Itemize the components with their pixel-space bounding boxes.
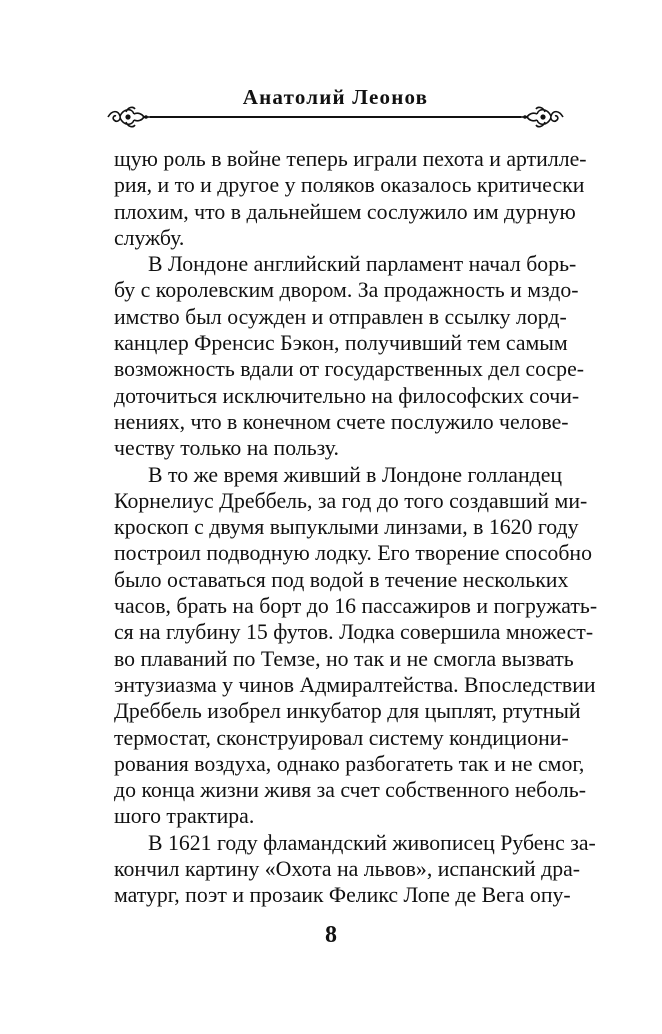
page-number: 8 [325,922,337,948]
floral-ornament-icon [519,104,565,130]
text-line: честву только на пользу. [114,436,339,461]
text-line: плохим, что в дальнейшем сослужило им дурную [114,199,576,224]
text-line: рования воздуха, однако разбогатеть так и не смог, [114,751,585,776]
text-line: рия, и то и другое у поляков оказалось критически [114,173,585,198]
text-line: термостат, сконструировал систему кондициони- [114,725,569,750]
text-line: доточиться исключительно на философских сочи- [114,383,580,408]
text-line: шого трактира. [114,804,255,829]
text-line: было оставаться под водой в течение нескольких [114,567,569,592]
text-line: до конца жизни живя за счет собственного неболь- [114,778,586,803]
text-line: энтузиазма у чинов Адмиралтейства. Впоследствии [114,672,596,697]
paragraph [114,251,585,461]
text-line: Дреббель изобрел инкубатор для цыплят, ртутный [114,699,581,724]
paragraph [114,830,596,909]
running-header [112,84,559,134]
text-line: щую роль в войне теперь играли пехота и артилле- [114,147,587,171]
text-line: Корнелиус Дреббель, за год до того создавший ми- [114,488,588,513]
paragraph [114,462,598,830]
text-line: нениях, что в конечном счете послужило челове- [114,409,569,434]
floral-ornament-icon [106,104,152,130]
text-line: ся на глубину 15 футов. Лодка совершила множест- [114,620,594,645]
text-line: кончил картину «Охота на львов», испанский дра- [114,857,581,882]
body-text [114,146,598,909]
text-line: канцлер Френсис Бэкон, получивший тем самым [114,331,568,356]
text-line: матург, поэт и прозаик Феликс Лопе де Вега опу- [114,883,571,908]
text-line: В 1621 году фламандский живописец Рубенс за- [148,830,596,855]
text-line: кроскоп с двумя выпуклыми линзами, в 1620 году [114,515,579,540]
text-line: возможность вдали от государственных дел сосре- [114,357,585,382]
text-line: во плаваний по Темзе, но так и не смогла вызвать [114,646,574,671]
text-line: имство был осужден и отправлен в ссылку лорд- [114,304,567,329]
author-name: Анатолий Леонов [242,85,429,109]
text-line: бу с королевским двором. За продажность и мздо- [114,278,579,303]
text-line: В Лондоне английский парламент начал борь- [148,252,577,277]
text-line: построил подводную лодку. Его творение способно [114,541,592,566]
text-line: В то же время живший в Лондоне голландец [148,462,563,487]
text-line: часов, брать на борт до 16 пассажиров и погружать- [114,594,598,619]
paragraph [114,146,587,251]
header-rule [150,116,521,118]
text-line: службу. [114,225,185,250]
